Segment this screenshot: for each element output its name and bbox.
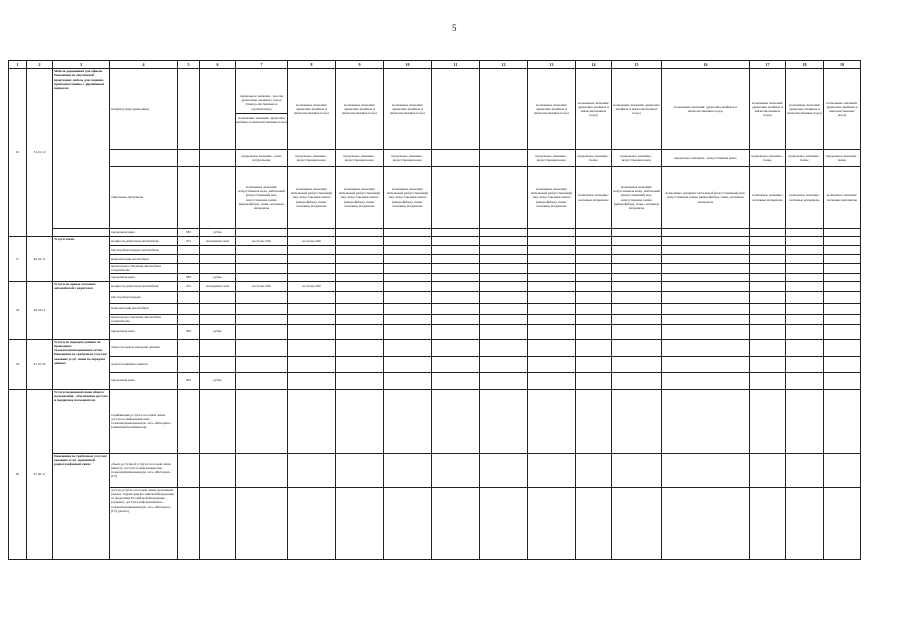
header-row	[9, 61, 861, 69]
value-cell: возможные значения: древесина хвойных и мягколиственных пород	[528, 69, 576, 150]
characteristic: доля потерянных пакетов	[110, 356, 178, 372]
table-row	[9, 303, 861, 314]
value-cell: возможное значение: нетканые материалы	[786, 167, 824, 229]
table-row	[9, 246, 861, 255]
value-cell: возможные значения: искусственная кожа, мебельный (искусственный) мех, искусственная замша (микрофибра), ткань, нетканые материалы	[236, 167, 288, 229]
row-number: 20	[9, 389, 27, 559]
requirements-table	[8, 60, 861, 560]
value-cell	[432, 69, 480, 150]
header-cell: 17	[750, 61, 786, 69]
value-cell: предельное значение - кожа натуральная;	[236, 150, 288, 167]
table-row	[9, 150, 861, 167]
header-cell: 5	[178, 61, 200, 69]
table-row	[9, 324, 861, 339]
unit-code: 251	[178, 281, 200, 291]
header-cell: 7	[236, 61, 288, 69]
header-cell: 10	[384, 61, 432, 69]
value-bottom: возможные значения: древесина хвойных и мягколиственных пород	[236, 113, 288, 127]
characteristic: мощность двигателя автомобиля	[110, 281, 178, 291]
okpd-code: 31.01.12	[27, 69, 53, 237]
table-row	[9, 167, 861, 229]
unit-code: 383	[178, 372, 200, 389]
value-cell: предельное значение - ткань;	[750, 150, 786, 167]
header-cell: 11	[432, 61, 480, 69]
characteristic: предельная цена	[110, 229, 178, 237]
characteristic: доступ услуги голосовой связи (домашний регион, территория Российской Федерации, за пределами Российской Федерации - роуминг), доступ в информационно-телекоммуникационную сеть «Интернет» (Гб) (да/нет)	[110, 487, 178, 559]
header-cell: 1	[9, 61, 27, 69]
row-number: 18	[9, 281, 27, 339]
header-cell: 9	[336, 61, 384, 69]
okpd-code: 61.10.30	[27, 339, 53, 389]
characteristic: комплектация автомобиля	[110, 255, 178, 264]
table-row	[9, 229, 861, 237]
table-row	[9, 356, 861, 372]
table-row	[9, 453, 861, 487]
value-cell: возможные значения: древесина хвойных и мягколиственных пород	[662, 69, 750, 150]
table-row	[9, 237, 861, 246]
characteristic: предельная цена	[110, 324, 178, 339]
header-cell: 4	[110, 61, 178, 69]
value-cell	[432, 150, 480, 167]
value-cell: предельное значение - искусственная кожа;	[662, 150, 750, 167]
value-cell	[480, 69, 528, 150]
unit-name	[200, 69, 236, 150]
value-cell: возможные значения: древесина хвойных и мягколиственных пород	[750, 69, 786, 150]
value-cell: предельное значение - искусственная кожа;	[528, 150, 576, 167]
unit-code	[178, 150, 200, 167]
value-cell: не более 200	[236, 237, 288, 246]
value-cell	[480, 150, 528, 167]
header-cell: 18	[786, 61, 824, 69]
value-cell: возможное значение: нетканые материалы	[576, 167, 612, 229]
unit-code: 383	[178, 324, 200, 339]
value-cell: предельное значение - ткань;	[786, 150, 824, 167]
value-cell: возможные значения: древесина хвойных и мягколиственных пород	[576, 69, 612, 150]
table-row	[9, 264, 861, 274]
unit-name: рубль	[200, 324, 236, 339]
value-cell: возможные значения: древесина хвойных и мягколиственных пород	[336, 69, 384, 150]
item-name	[53, 229, 110, 237]
header-cell: 16	[662, 61, 750, 69]
characteristic: предельная цена	[110, 372, 178, 389]
value-cell: предельное значение - искусственная кожа;	[384, 150, 432, 167]
header-cell: 14	[576, 61, 612, 69]
header-cell: 19	[824, 61, 861, 69]
header-cell: 12	[480, 61, 528, 69]
header-cell: 8	[288, 61, 336, 69]
unit-name: рубль	[200, 229, 236, 237]
unit-code: 383	[178, 273, 200, 281]
table-row	[9, 273, 861, 281]
table-row	[9, 372, 861, 389]
header-cell: 2	[27, 61, 53, 69]
value-cell: предельное значение - искусственная кожа;	[288, 150, 336, 167]
value-cell: возможные значения: древесина хвойных и мягколиственных пород	[612, 69, 662, 150]
item-name: Услуги по аренде легковых автомобилей с водителем	[53, 281, 110, 339]
header-cell: 3	[53, 61, 110, 69]
table-row	[9, 69, 861, 150]
value-cell: возможные значения: мебельный (искусственный) мех, искусственная замша (микрофибра), ткань, нетканые материалы	[384, 167, 432, 229]
characteristic: комплектация автомобиля	[110, 303, 178, 314]
value-cell: возможные значения: древесина хвойных и мягколиственных пород	[786, 69, 824, 150]
unit-code	[178, 167, 200, 229]
value-cell: предельное значение - ткань;	[576, 150, 612, 167]
value-cell	[236, 69, 288, 150]
characteristic: тип коробки передач автомобиля	[110, 246, 178, 255]
value-cell	[480, 167, 528, 229]
characteristic: время предоставления автомобиля потребителю	[110, 314, 178, 324]
characteristic: скорость канала передачи данных	[110, 339, 178, 356]
table-row	[9, 389, 861, 453]
table-row	[9, 291, 861, 303]
header-cell: 6	[200, 61, 236, 69]
value-cell: возможные значения: мебельный (искусственный) мех, искусственная замша (микрофибра), ткань, нетканые материалы	[528, 167, 576, 229]
value-cell: возможные значения: древесина хвойных и мягколиственных пород	[824, 69, 861, 150]
value-cell: возможные значения: мебельный (искусственный) мех, искусственная замша (микрофибра), ткань, нетканые материалы	[662, 167, 750, 229]
value-cell: возможные значения: искусственная кожа, мебельный (искусственный) мех, искусственная замша (микрофибра), ткань, нетканые материалы	[612, 167, 662, 229]
value-cell: возможные значения: древесина хвойных и мягколиственных пород	[384, 69, 432, 150]
value-cell: не более 200	[236, 281, 288, 291]
unit-code: 251	[178, 237, 200, 246]
header-cell: 13	[528, 61, 576, 69]
value-cell: возможные значения: мебельный (искусственный) мех, искусственная замша (микрофибра), ткань, нетканые материалы	[336, 167, 384, 229]
table-row	[9, 314, 861, 324]
value-cell: предельное значение - искусственная кожа;	[612, 150, 662, 167]
table-row	[9, 487, 861, 559]
characteristic: мощность двигателя автомобиля	[110, 237, 178, 246]
okpd-code: 61.20.11	[27, 389, 53, 559]
item-name: Услуги подвижной связи общего пользования - обеспечение доступа и поддержка пользователя.	[53, 389, 110, 453]
okpd-code: 49.32.11	[27, 237, 53, 282]
value-cell: возможное значение: нетканые материалы	[824, 167, 861, 229]
unit-name: рубль	[200, 273, 236, 281]
row-number: 17	[9, 237, 27, 282]
page-number: 5	[452, 23, 457, 33]
okpd-code: 49.32.12	[27, 281, 53, 339]
characteristic	[110, 150, 178, 167]
table-row	[9, 281, 861, 291]
value-cell: не более 200	[288, 237, 336, 246]
item-name: Услуги по передаче данных по проводным телекоммуникационным сетям. Пояснения по требуемым услугам: оказание услуг связи по передаче данных	[53, 339, 110, 389]
characteristic: тип коробки передач	[110, 291, 178, 303]
value-cell: возможные значения: древесина хвойных и мягколиственных пород	[288, 69, 336, 150]
unit-name	[200, 150, 236, 167]
value-cell: возможное значение: нетканые материалы	[750, 167, 786, 229]
characteristic: тарификация услуги голосовой связи, доступа в информационно-телекоммуникационную сеть «Интернет» (лимитная/безлимитная)	[110, 389, 178, 453]
unit-code: 383	[178, 229, 200, 237]
table-row	[9, 339, 861, 356]
characteristic: материал (вид древесины)	[110, 69, 178, 150]
value-cell: предельное значение - искусственная кожа;	[336, 150, 384, 167]
item-name-note: Пояснения по требуемым услугам: оказание услуг подвижной радиотелефонной связи	[53, 453, 110, 559]
value-cell	[432, 167, 480, 229]
row-number: 19	[9, 339, 27, 389]
unit-name	[200, 167, 236, 229]
unit-name: лошадиная сила	[200, 281, 236, 291]
table-row	[9, 255, 861, 264]
characteristic: объем доступной услуги голосовой связи (минут), доступа в информационно-телекоммуникационную сеть «Интернет» (Гб)	[110, 453, 178, 487]
item-name: Услуги такси	[53, 237, 110, 282]
value-top: предельное значение - массив древесины «ценных» пород (твердо-лиственных и тропических);	[239, 93, 284, 111]
value-cell: не более 200	[288, 281, 336, 291]
unit-name: лошадиная сила	[200, 237, 236, 246]
unit-code	[178, 69, 200, 150]
item-name: Мебель деревянная для офисов. Пояснения по закупаемой продукции: мебель для сидения, преимущественно с деревянным каркасом	[53, 69, 110, 229]
value-cell: предельное значение - ткань;	[824, 150, 861, 167]
characteristic: предельная цена	[110, 273, 178, 281]
unit-name: рубль	[200, 372, 236, 389]
row-number: 16	[9, 69, 27, 237]
characteristic: обивочные материалы	[110, 167, 178, 229]
characteristic: время предоставления автомобиля потребителю	[110, 264, 178, 274]
header-cell: 15	[612, 61, 662, 69]
value-cell: возможные значения: мебельный (искусственный) мех, искусственная замша (микрофибра), ткань, нетканые материалы	[288, 167, 336, 229]
